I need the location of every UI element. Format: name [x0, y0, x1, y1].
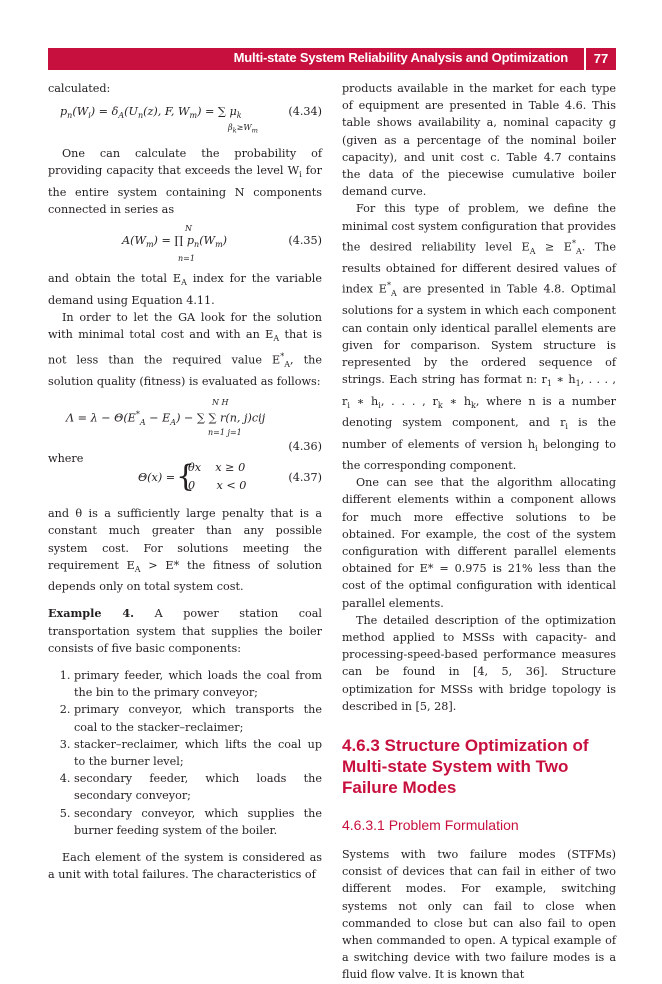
sub: A: [529, 246, 536, 256]
eq-sub: n: [194, 240, 200, 250]
sup: *: [386, 281, 391, 291]
text-run: ∗ h: [442, 394, 472, 408]
text-run: A power station coal transportation system that supplies the boiler consists of five basic components:: [48, 607, 322, 655]
sub: k: [471, 400, 476, 410]
eq-sub: k: [232, 126, 237, 135]
eq-text: Θ(x) =: [138, 471, 176, 485]
sub: A: [181, 278, 187, 288]
example-paragraph: [48, 605, 322, 657]
paragraph: [48, 145, 322, 218]
eq-text: (W: [199, 234, 216, 248]
text-run: index for the variable demand using Equation 4.11.: [48, 272, 323, 307]
running-header: [48, 48, 616, 70]
eq-sub: A: [170, 417, 177, 427]
text-run: is the number of elements of version h: [342, 416, 616, 451]
eq-text: (z), F, W: [143, 105, 190, 119]
sub: A: [284, 359, 291, 369]
text-run: In order to let the GA look for the solution with minimal total cost and with an E: [48, 310, 322, 342]
eq-sub: k: [236, 111, 242, 121]
subsection-heading-4-6-3-1: 4.6.3.1 Problem Formulation: [342, 816, 519, 833]
eq-sub: A: [118, 111, 125, 121]
eq-sup: *: [135, 409, 140, 419]
eq-text: (U: [124, 105, 138, 119]
text-run: and θ is a sufficiently large penalty that is a constant much greater than any possible system cost. For solutions meeting the requirement E: [48, 507, 322, 572]
text-run: and obtain the total E: [48, 272, 182, 286]
equation-4-36: N H $\Lambda = \lambda - \Theta(E^*_A - E_A)$ − ∑ ∑ r(n, j)cij n=1 j=1 (4.36): [48, 394, 322, 454]
paragraph: Each element of the system is considered as a unit with total failures. The characteristics of: [48, 851, 322, 882]
eq-text: n=1: [178, 254, 195, 264]
sub: i: [565, 422, 568, 432]
text-run: belonging to the corresponding component.: [342, 437, 616, 472]
paragraph: [342, 200, 616, 474]
sub: k: [437, 400, 443, 410]
eq-sub: m: [215, 240, 223, 250]
list-item: 4. secondary feeder, which loads the secondary conveyor;: [74, 770, 322, 804]
text-run: ∗ h: [552, 373, 576, 387]
text-run: For this type of problem, we define the minimal cost system configuration that provides the desired reliability level E: [342, 202, 616, 254]
eq-text: 0 x < 0: [188, 479, 247, 493]
eq-text: β: [228, 123, 233, 133]
eq-text: ) = ∑ μ: [197, 105, 237, 119]
equation-number: (4.37): [288, 471, 322, 485]
sub: A: [134, 564, 141, 574]
eq-sub: A: [139, 417, 146, 427]
eq-sub: m: [189, 111, 198, 121]
right-column: [342, 80, 616, 984]
eq-sub: i: [88, 111, 91, 121]
list-item: 3. stacker–reclaimer, which lifts the coal up to the burner level;: [74, 736, 322, 770]
eq-text: n=1 j=1: [208, 427, 242, 437]
paragraph: products available in the market for each type of equipment are presented in Table 4.6. This table shows availability a, nominal capacity g (given as a percentage of the nominal boiler capacity), and unit cost c. Table 4.7 contains the data of the piecewise cumulative boiler demand curve.: [342, 82, 616, 199]
eq-text: − E: [145, 411, 171, 425]
text-run: . The results obtained for different desired values of index E: [342, 240, 617, 296]
where-label: where: [48, 451, 84, 465]
eq-text: ) = ∏ p: [153, 234, 195, 248]
eq-text: Λ = λ − Θ(E: [66, 411, 136, 425]
left-column: [48, 80, 322, 883]
text-run: , . . . , r: [342, 373, 616, 408]
equation-number: (4.35): [288, 234, 322, 248]
equation-4-37: [48, 459, 322, 497]
sub: 1: [546, 379, 552, 389]
sup: *: [280, 351, 285, 361]
eq-sub: m: [251, 126, 258, 135]
text-run: ∗ h: [349, 394, 379, 408]
eq-text: N H: [212, 397, 229, 407]
text-run: , the solution quality (fitness) is evaluated as follows:: [48, 353, 322, 388]
sub: A: [273, 334, 280, 344]
sup: *: [571, 238, 576, 248]
sub: i: [347, 400, 350, 410]
text-run: , where n is a number denoting system component, and r: [342, 394, 617, 430]
paragraph: The detailed description of the optimization method applied to MSSs with capacity- and processing-speed-based performance measures can be found in [4, 5, 36]. Structure optimization for MSSs with bridge topology is described in [5, 28].: [342, 613, 616, 713]
eq-text: ) − ∑ ∑ r(n, j)c: [176, 411, 259, 425]
text-run: for the entire system containing N components connected in series as: [48, 164, 322, 217]
sub: i: [535, 443, 538, 453]
text-run: that is not less than the required value E: [48, 328, 322, 367]
equation-4-34: [48, 101, 322, 135]
paragraph: [48, 270, 322, 309]
eq-text: p: [60, 105, 68, 119]
example-label: Example 4.: [48, 606, 135, 621]
eq-sub: n: [67, 111, 73, 121]
eq-text: θx x ≥ 0: [188, 461, 246, 475]
list-item: 2. primary conveyor, which transports the coal to the stacker–reclaimer;: [74, 701, 322, 735]
paragraph: [48, 309, 322, 390]
eq-sub: n: [137, 111, 144, 121]
text-run: One can calculate the probability of providing capacity that exceeds the level W: [48, 147, 322, 178]
sub: 1: [575, 379, 581, 389]
list-item: 5. secondary conveyor, which supplies the burner feeding system of the boiler.: [74, 805, 322, 839]
eq-text: N: [185, 224, 192, 234]
list-item: 1. primary feeder, which loads the coal from the bin to the primary conveyor;: [74, 667, 322, 701]
paragraph-calculated: calculated:: [48, 82, 111, 95]
paragraph: Systems with two failure modes (STFMs) consist of devices that can fail in either of two different modes. For example, switching systems not only can fail to close when commanded to close but can also fail to open when commanded to open. A typical example of a switching device with two failure modes is a fluid flow valve. It is known that: [342, 847, 616, 982]
eq-text: (W: [72, 105, 89, 119]
eq-text: ) = δ: [90, 105, 119, 119]
text-run: > E* the fitness of solution depends only on total system cost.: [48, 558, 322, 594]
equation-number: (4.34): [288, 105, 322, 119]
component-list: [48, 667, 322, 839]
text-run: , . . . , r: [380, 394, 438, 408]
sub: A: [390, 289, 397, 299]
equation-4-35: N $A(W_m)$ = ∏ $p_n(W_m)$ n=1 (4.35): [48, 220, 322, 266]
text-run: ≥ E: [535, 240, 572, 254]
section-heading-4-6-3: 4.6.3 Structure Optimization of Multi-state System with Two Failure Modes: [342, 735, 589, 797]
sub: A: [575, 246, 582, 256]
header-title: Multi-state System Reliability Analysis and Optimization: [233, 50, 568, 65]
sub: i: [378, 400, 381, 410]
text-run: are presented in Table 4.8. Optimal solutions for a system in which each component can contain only identical parallel elements are given for comparison. System structure is represented by the ordered sequence of strings. Each string has format n: r: [342, 282, 616, 387]
paragraph: One can see that the algorithm allocating different elements within a component allows for much more effective solutions to be obtained. For example, the cost of the system configuration with different parallel elements obtained for E* = 0.975 is 21% less than the cost of the optimal configuration with identical parallel elements.: [342, 476, 616, 610]
eq-text: ≥W: [236, 123, 252, 133]
eq-text: A(W: [122, 234, 146, 248]
page-number: 77: [593, 51, 609, 66]
sub: i: [299, 170, 302, 180]
eq-sub: m: [145, 240, 154, 250]
equation-number: (4.36): [288, 439, 322, 453]
brace: {: [176, 459, 196, 495]
paragraph: [48, 505, 322, 595]
